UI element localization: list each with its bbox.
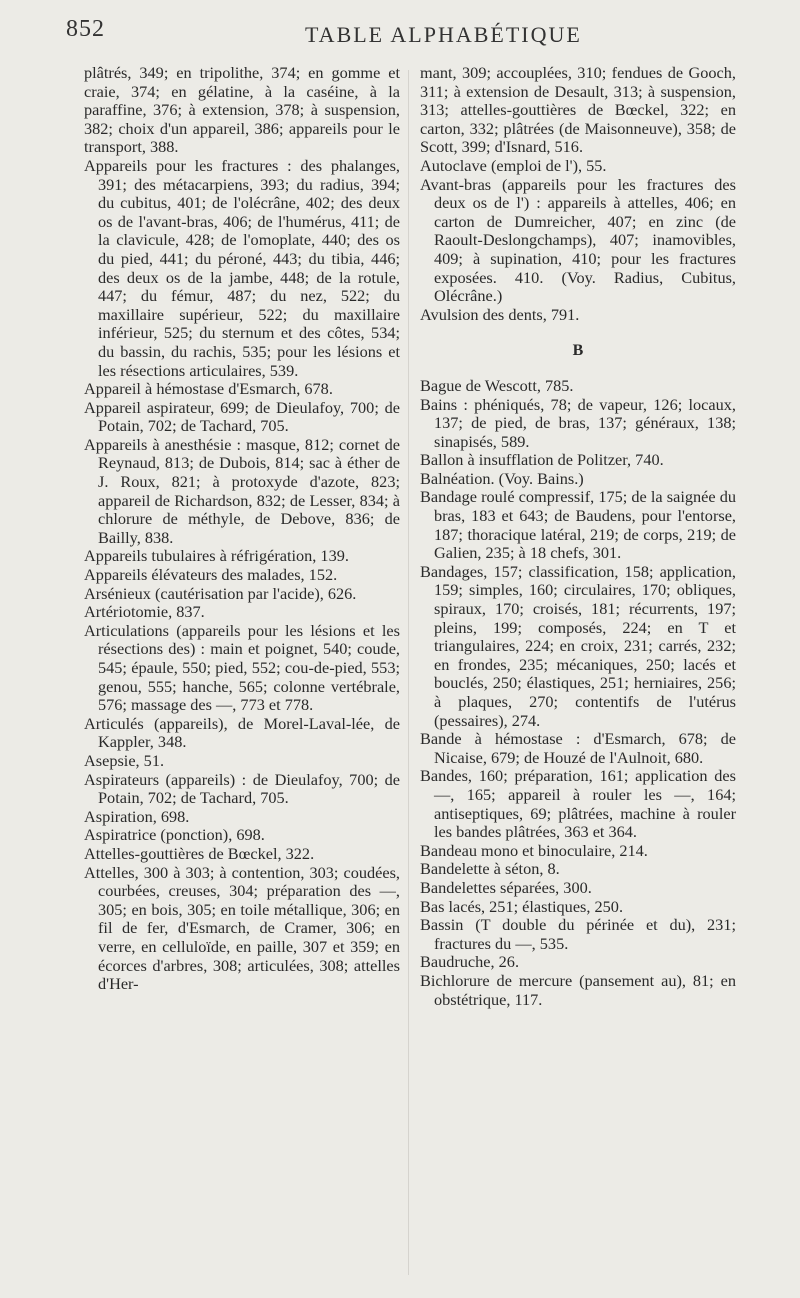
index-entry: Aspiratrice (ponction), 698. (84, 825, 265, 845)
section-letter: B (572, 342, 584, 360)
index-entry: Ballon à insufflation de Politzer, 740. (420, 450, 664, 470)
left-column (84, 64, 400, 994)
index-entry: Bains : phéniqués, 78; de vapeur, 126; locaux, 137; de pied, de bras, 137; généraux, 138; sinapisés, 589. (420, 394, 736, 451)
page-number: 852 (66, 16, 105, 42)
index-entry: Attelles-gouttières de Bœckel, 322. (84, 843, 315, 863)
index-entry: Avulsion des dents, 791. (420, 304, 580, 324)
right-column (420, 64, 736, 1009)
index-entry: Bague de Wescott, 785. (420, 375, 574, 395)
index-entry: Aspiration, 698. (84, 806, 190, 826)
index-entry: Articulations (appareils pour les lésions et les résections des) : main et poignet, 540; coude, 545; épaule, 550; pied, 552; cou-de-pied, 553; genou, 555; hanche, 565; colonne vertébrale, 576; massage des —, 773 et 778. (84, 620, 400, 715)
index-entry: Bassin (T double du périnée et du), 231; fractures du —, 535. (420, 915, 736, 953)
index-entry: Bandage roulé compressif, 175; de la saignée du bras, 183 et 643; de Baudens, pour l'entorse, 187; thoracique latéral, 219; de corps, 219; de Galien, 235; à 18 chefs, 301. (420, 487, 736, 563)
running-title: TABLE ALPHABÉTIQUE (305, 22, 582, 47)
index-entry: Bas lacés, 251; élastiques, 250. (420, 896, 624, 916)
column-divider (408, 70, 409, 1275)
index-entry: Aspirateurs (appareils) : de Dieulafoy, 700; de Potain, 702; de Tachard, 705. (84, 769, 400, 808)
index-entry: Appareil aspirateur, 699; de Dieulafoy, 700; de Potain, 702; de Tachard, 705. (84, 397, 400, 436)
index-entry: Appareils pour les fractures : des phalanges, 391; des métacarpiens, 393; du radius, 394; du cubitus, 401; de l'olécrâne, 402; des deux os de l'avant-bras, 406; de l'humérus, 411; de la clavicule, 428; de l'omoplate, 440; des os du pied, 441; du péroné, 443; du tibia, 446; des deux os de la jambe, 448; de la rotule, 447; du fémur, 487; du nez, 522; du maxillaire supérieur, 522; du maxillaire inférieur, 525; du sternum et des côtes, 534; du bassin, du rachis, 535; pour les lésions et les résections articulaires, 539. (84, 155, 400, 380)
index-entry: Artériotomie, 837. (84, 602, 205, 622)
index-entry: Balnéation. (Voy. Bains.) (420, 468, 584, 488)
index-entry: Autoclave (emploi de l'), 55. (420, 155, 607, 175)
index-entry: mant, 309; accouplées, 310; fendues de Gooch, 311; à extension de Desault, 313; à suspension, 313; attelles-gouttières de Bœckel, 322; en carton, 332; plâtrées (de Maisonneuve), 358; de Scott, 399; d'Isnard, 516. (420, 63, 736, 157)
index-entry: plâtrés, 349; en tripolithe, 374; en gomme et craie, 374; en gélatine, à la caséine, à la paraffine, 376; à extension, 378; à suspension, 382; choix d'un appareil, 386; appareils pour le transport, 388. (84, 63, 400, 157)
index-entry: Bandelette à séton, 8. (420, 859, 560, 879)
index-entry: Bandelettes séparées, 300. (420, 877, 592, 897)
index-entry: Appareils à anesthésie : masque, 812; cornet de Reynaud, 813; de Dubois, 814; sac à éther de J. Roux, 821; à protoxyde d'azote, 823; appareil de Richardson, 832; de Lesser, 834; à chlorure de méthyle, de Debove, 836; de Bailly, 838. (84, 434, 400, 547)
index-entry: Bandages, 157; classification, 158; application, 159; simples, 160; circulaires, 170; obliques, spiraux, 170; croisés, 181; récurrents, 197; pleins, 199; composés, 224; en T et triangulaires, 224; en croix, 231; carrés, 232; en frondes, 235; mécaniques, 250; lacés et bouclés, 250; élastiques, 251; herniaires, 256; à plaques, 270; contentifs de l'utérus (pessaires), 274. (420, 561, 736, 730)
right-column-entries-a (420, 64, 736, 324)
index-entry: Arsénieux (cautérisation par l'acide), 626. (84, 583, 357, 603)
index-entry: Bande à hémostase : d'Esmarch, 678; de Nicaise, 679; de Houzé de l'Aulnoit, 680. (420, 729, 736, 767)
index-entry: Bandes, 160; préparation, 161; application des —, 165; appareil à rouler les —, 164; antiseptiques, 69; plâtrées, machine à rouler les bandes plâtrées, 363 et 364. (420, 766, 736, 842)
page-header (0, 16, 800, 56)
index-entry: Asepsie, 51. (84, 750, 165, 770)
index-entry: Attelles, 300 à 303; à contention, 303; coudées, courbées, creuses, 304; préparation des —, 305; en bois, 305; en toile métallique, 306; en fil de fer, d'Esmarch, de Cramer, 306; en verre, en celluloïde, en paille, 307 et 359; en écorces d'arbres, 308; articulées, 308; attelles d'Her- (84, 862, 400, 994)
index-entry: Baudruche, 26. (420, 952, 520, 972)
index-entry: Bichlorure de mercure (pansement au), 81; en obstétrique, 117. (420, 970, 736, 1009)
index-entry: Articulés (appareils), de Morel-Laval-lée, de Kappler, 348. (84, 713, 400, 752)
index-entry: Appareils tubulaires à réfrigération, 139. (84, 546, 349, 566)
right-column-entries-b (420, 377, 736, 1009)
index-entry: Appareils élévateurs des malades, 152. (84, 565, 338, 585)
index-entry: Appareil à hémostase d'Esmarch, 678. (84, 379, 333, 399)
index-entry: Avant-bras (appareils pour les fractures des deux os de l') : appareils à attelles, 406; en carton de Dumreicher, 407; en zinc (de Raoult-Deslongchamps), 407; inamovibles, 409; à supination, 410; pour les fractures exposées. 410. (Voy. Radius, Cubitus, Olécrâne.) (420, 174, 736, 306)
index-entry: Bandeau mono et binoculaire, 214. (420, 840, 648, 860)
